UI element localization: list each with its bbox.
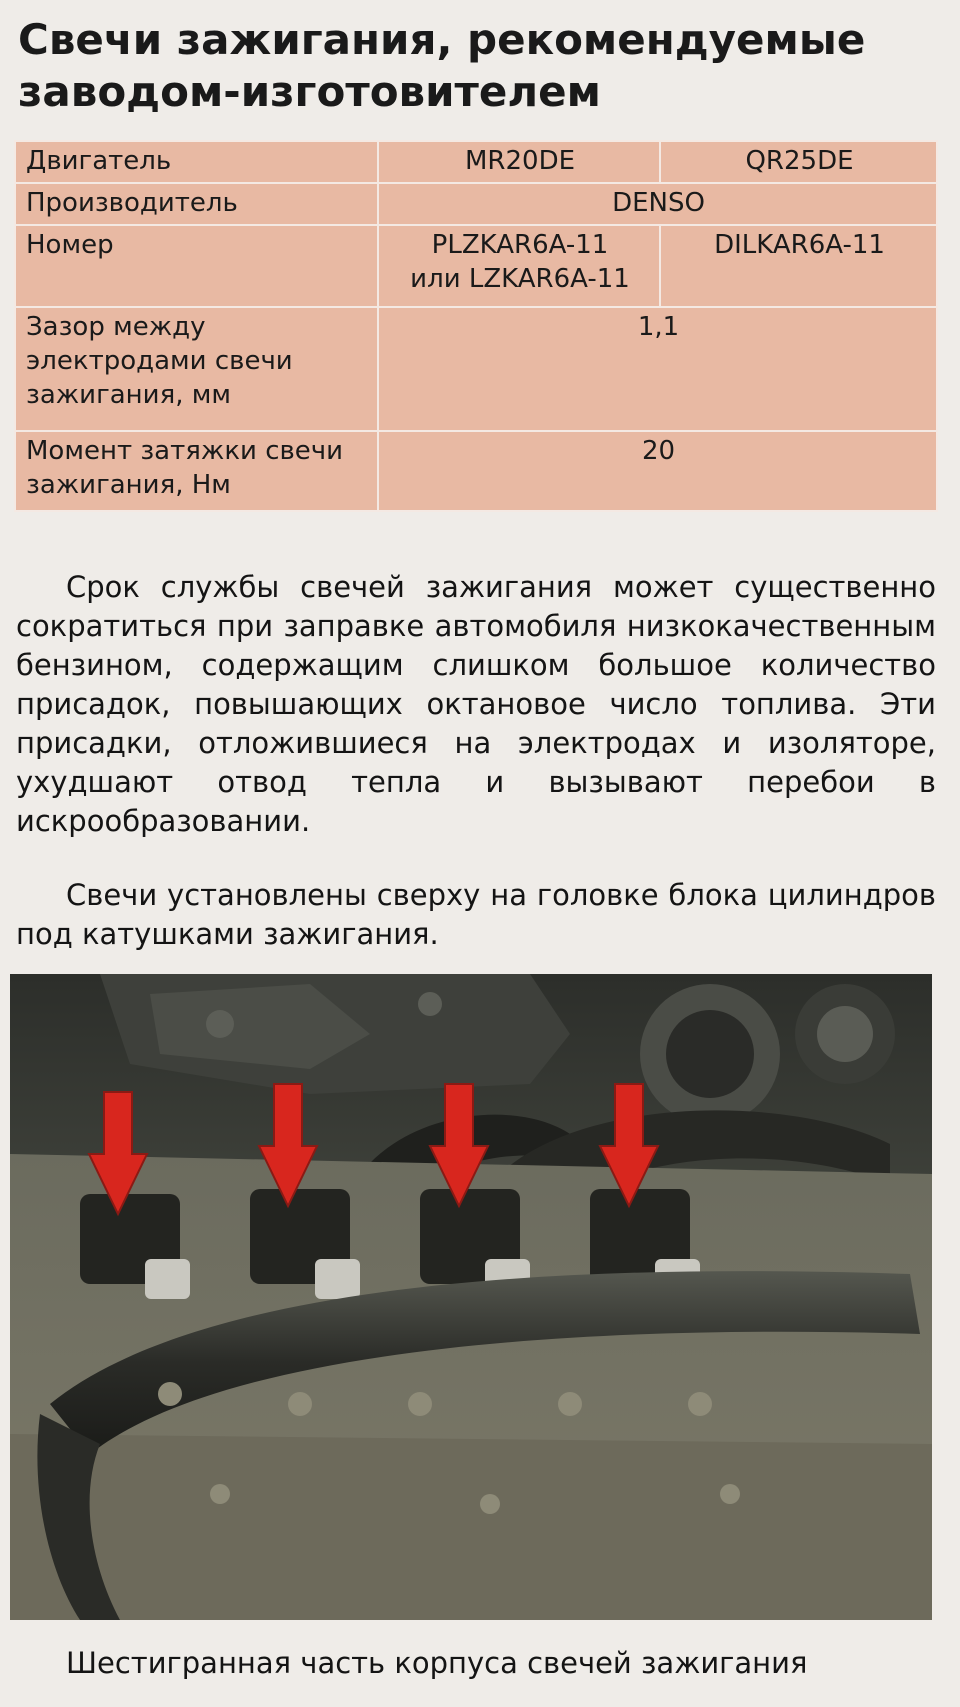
table-cell-label: Зазор между электродами свечи зажигания, мм: [15, 307, 378, 431]
table-cell-mr20de: [378, 225, 660, 307]
paragraph-service-life: Срок службы свечей зажигания может существенно сократиться при заправке автомобиля низкокачественным бензином, содержащим слишком большое количество присадок, повышающих октановое число топлива. Эти присадки, отложившиеся на электродах и изоляторе, ухудшают отвод тепла и вызывают перебои в искрообразовании.: [16, 570, 936, 838]
part-number-alternative: или LZKAR6A-11: [410, 264, 630, 294]
paragraph-hex-part: Шестигранная часть корпуса свечей зажигания: [66, 1646, 808, 1680]
part-number-primary: PLZKAR6A-11: [431, 230, 609, 260]
spark-plug-spec-table: [14, 140, 938, 512]
table-cell-qr25de: DILKAR6A-11: [660, 225, 937, 307]
table-cell-label: Двигатель: [15, 141, 378, 183]
table-cell-value: 1,1: [378, 307, 937, 431]
table-row: [15, 141, 937, 183]
table-cell-qr25de: QR25DE: [660, 141, 937, 183]
table-row: [15, 183, 937, 225]
table-cell-mr20de: MR20DE: [378, 141, 660, 183]
table-cell-label: Номер: [15, 225, 378, 307]
table-row: [15, 431, 937, 511]
table-row: [15, 225, 937, 307]
table-cell-label: Момент затяжки свечи зажигания, Нм: [15, 431, 378, 511]
table-row: [15, 307, 937, 431]
paragraph-location: Свечи установлены сверху на головке блока цилиндров под катушками зажигания.: [16, 878, 936, 951]
section-title: Свечи зажигания, рекомендуемые заводом-изготовителем: [18, 15, 866, 116]
table-cell-label: Производитель: [15, 183, 378, 225]
engine-photo: [10, 974, 932, 1620]
table-cell-value: 20: [378, 431, 937, 511]
table-cell-value: DENSO: [378, 183, 937, 225]
engine-illustration: [10, 974, 932, 1620]
